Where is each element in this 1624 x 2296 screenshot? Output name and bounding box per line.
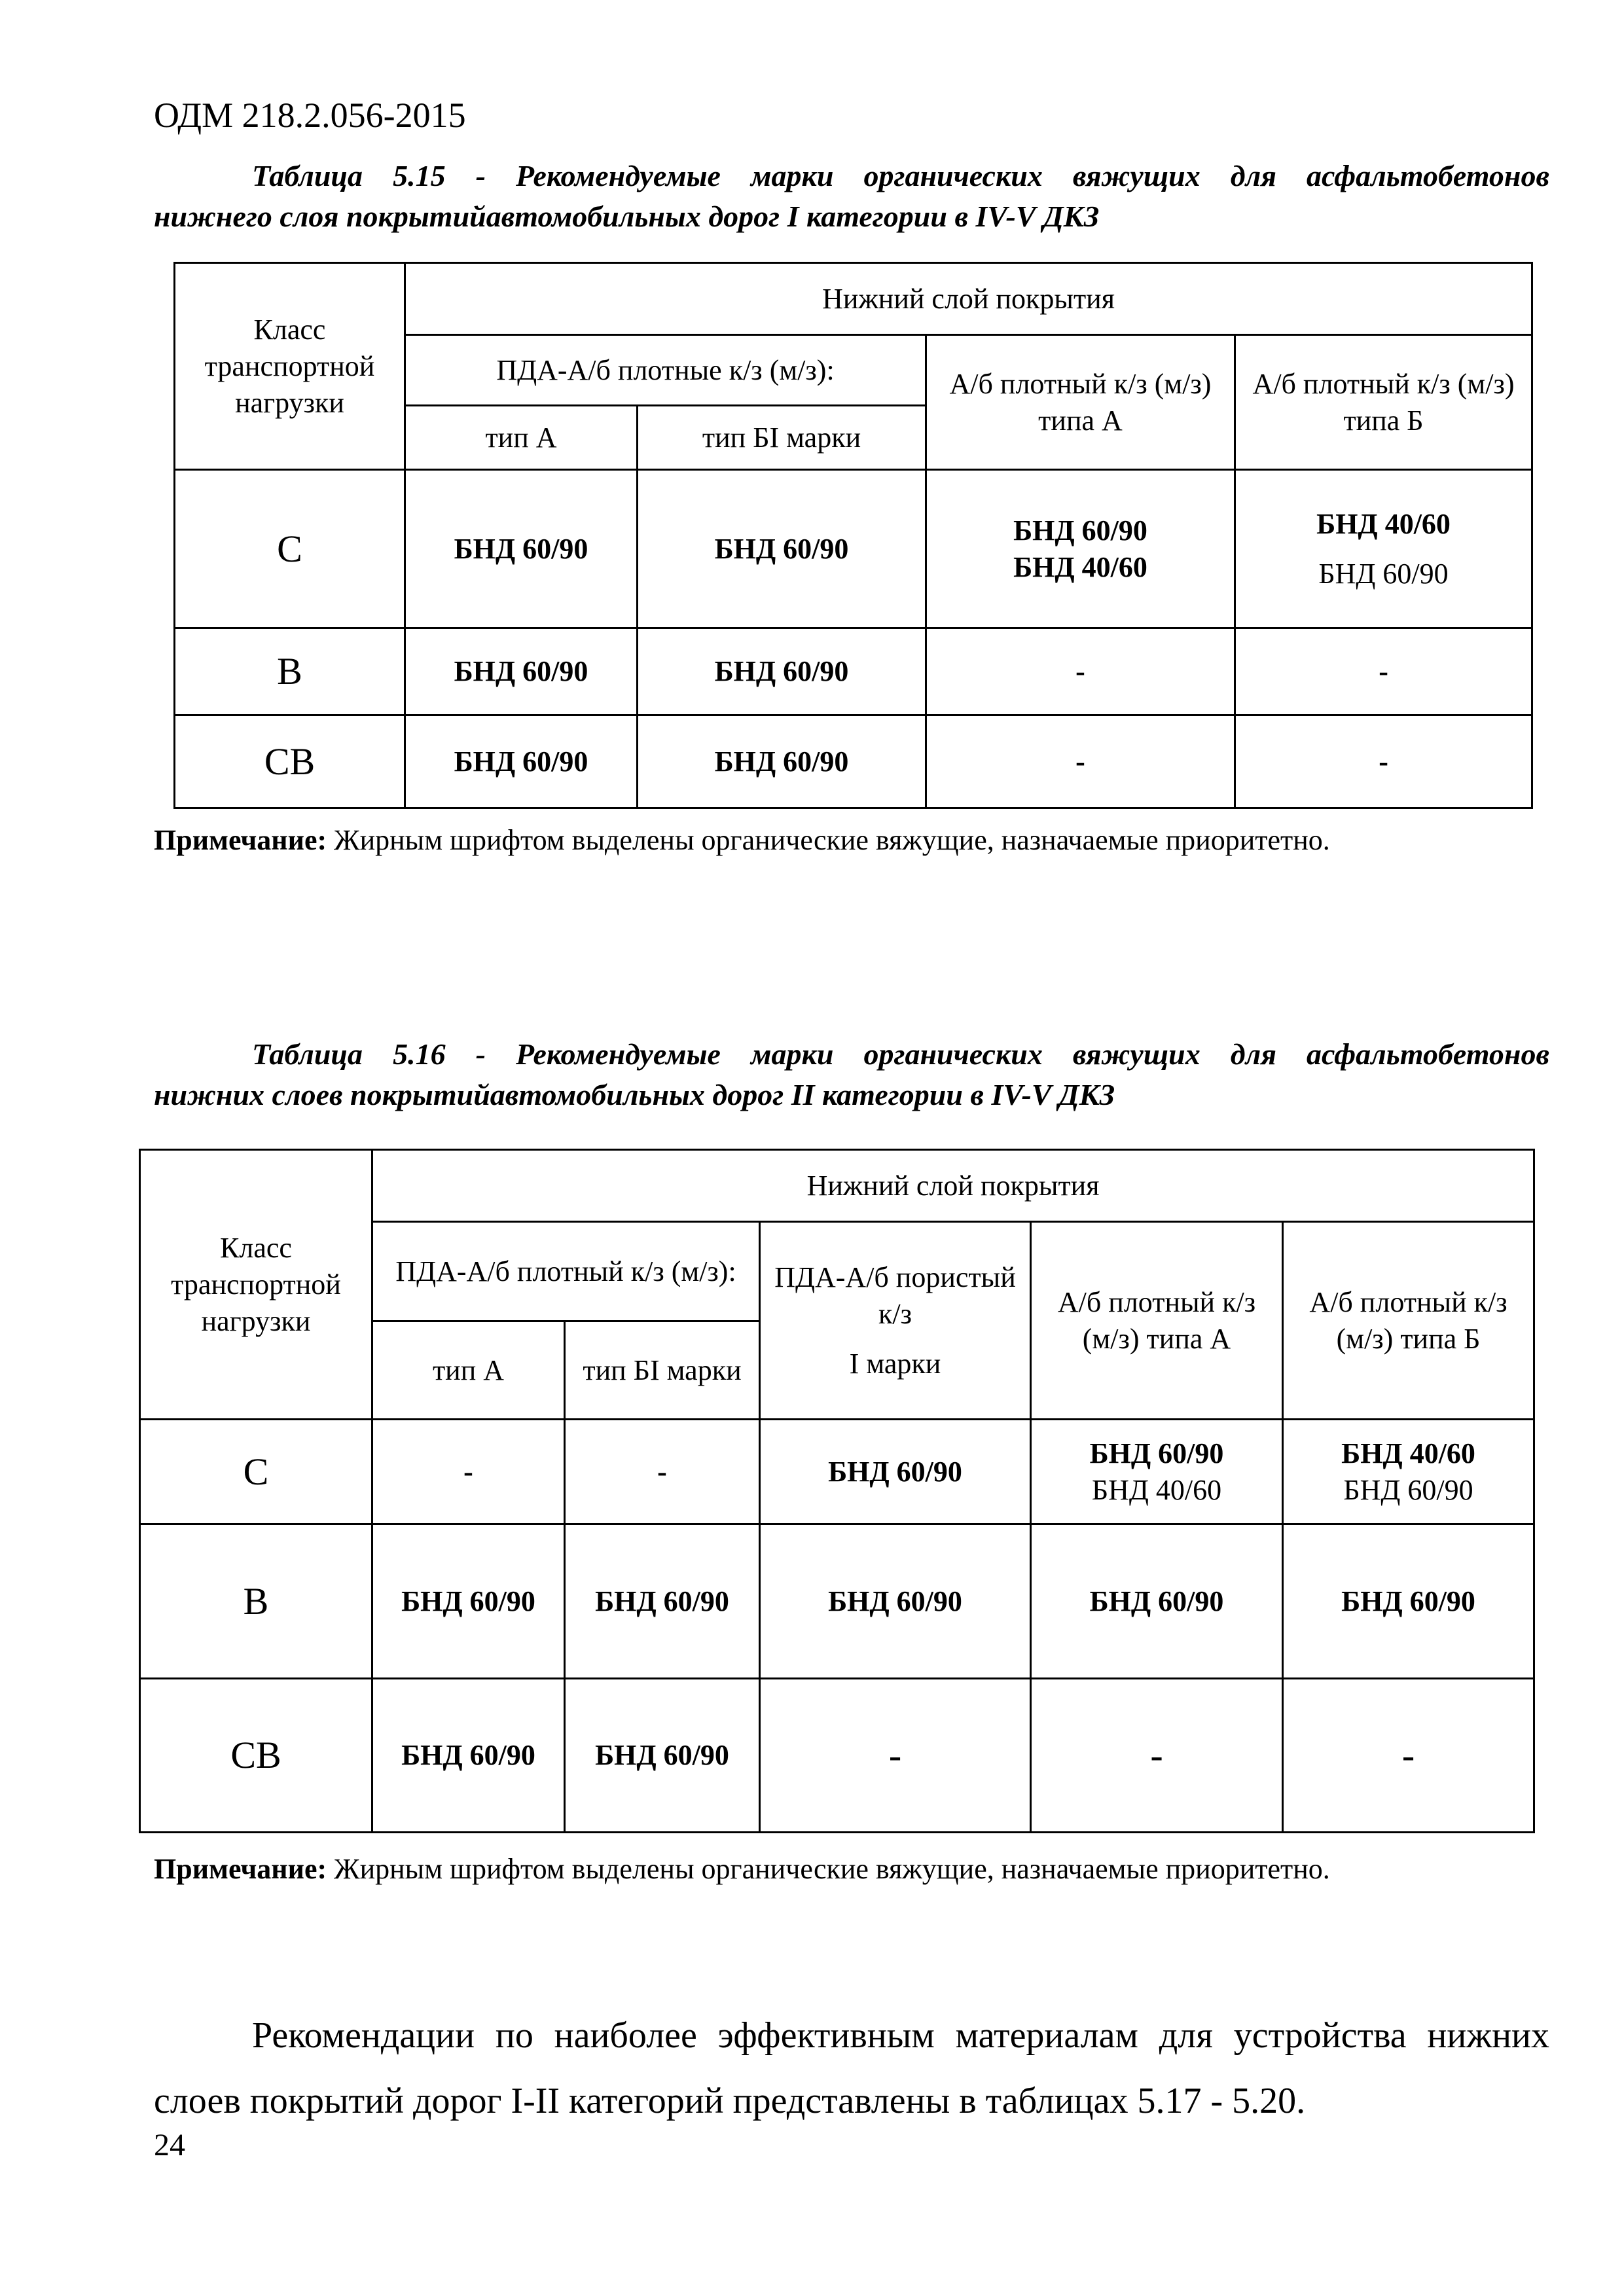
cell: -: [1031, 1679, 1283, 1833]
table1-caption: [154, 156, 1549, 237]
header-pda: ПДА-А/б плотный к/з (м/з):: [372, 1222, 760, 1321]
cell: -: [1283, 1679, 1534, 1833]
cell-value: БНД 60/90: [1318, 557, 1449, 590]
note-text: Жирным шрифтом выделены органические вяжущие, назначаемые приоритетно.: [334, 824, 1330, 856]
header-dense-a: А/б плотный к/з (м/з) типа А: [926, 335, 1235, 470]
row-class: СВ: [140, 1679, 372, 1833]
cell: БНД 60/90: [1283, 1524, 1534, 1679]
cell: БНД 60/90: [405, 470, 638, 628]
cell: БНД 60/90: [638, 715, 926, 808]
row-class: СВ: [175, 715, 405, 808]
cell: БНД 60/90: [760, 1524, 1031, 1679]
cell: -: [760, 1679, 1031, 1833]
cell-value: БНД 60/90: [1013, 514, 1147, 547]
table2-caption-line1: Таблица 5.16 - Рекомендуемые марки органических вяжущих для асфальтобетонов: [252, 1037, 1549, 1071]
header-type-b1: тип БI марки: [638, 406, 926, 470]
cell: [1031, 1420, 1283, 1524]
table-row: [175, 715, 1532, 808]
note-label: Примечание:: [154, 1853, 327, 1885]
cell: БНД 60/90: [405, 628, 638, 715]
cell-value: БНД 60/90: [1089, 1437, 1224, 1469]
table1-caption-line2: нижнего слоя покрытийавтомобильных дорог I категории в IV-V ДКЗ: [154, 200, 1100, 233]
cell-value: БНД 40/60: [1013, 550, 1147, 583]
cell: БНД 60/90: [760, 1420, 1031, 1524]
row-class: С: [140, 1420, 372, 1524]
cell: -: [926, 715, 1235, 808]
header-porous: [760, 1222, 1031, 1420]
cell-value: БНД 40/60: [1341, 1437, 1475, 1469]
header-class: Класс транспортной нагрузки: [175, 263, 405, 470]
cell: БНД 60/90: [638, 628, 926, 715]
table-row: [175, 628, 1532, 715]
header-group: Нижний слой покрытия: [405, 263, 1532, 335]
note-label: Примечание:: [154, 824, 327, 856]
header-dense-b: А/б плотный к/з (м/з) типа Б: [1283, 1222, 1534, 1420]
row-class: С: [175, 470, 405, 628]
cell: -: [926, 628, 1235, 715]
cell: БНД 60/90: [405, 715, 638, 808]
cell: БНД 60/90: [638, 470, 926, 628]
cell: БНД 60/90: [372, 1524, 565, 1679]
paragraph-line2: слоев покрытий дорог I-II категорий представлены в таблицах 5.17 - 5.20.: [154, 2081, 1306, 2121]
cell: -: [1235, 628, 1532, 715]
row-class: В: [175, 628, 405, 715]
header-dense-a: А/б плотный к/з (м/з) типа А: [1031, 1222, 1283, 1420]
header-porous-line1: ПДА-А/б пористый к/з: [774, 1261, 1016, 1330]
table-row: [140, 1679, 1534, 1833]
header-pda: ПДА-А/б плотные к/з (м/з):: [405, 335, 926, 406]
note-text: Жирным шрифтом выделены органические вяжущие, назначаемые приоритетно.: [334, 1853, 1330, 1885]
body-paragraph: [154, 2003, 1549, 2134]
cell-value: БНД 60/90: [1343, 1473, 1473, 1506]
cell: [1283, 1420, 1534, 1524]
table-row: [140, 1420, 1534, 1524]
row-class: В: [140, 1524, 372, 1679]
cell: БНД 60/90: [565, 1679, 760, 1833]
table2-note: [154, 1852, 1330, 1886]
cell: БНД 60/90: [372, 1679, 565, 1833]
header-type-a: тип А: [372, 1321, 565, 1420]
cell-value: БНД 40/60: [1091, 1473, 1222, 1506]
table-5-16: [139, 1149, 1535, 1833]
table-row: [175, 470, 1532, 628]
header-type-b1: тип БI марки: [565, 1321, 760, 1420]
cell-value: БНД 40/60: [1316, 507, 1451, 540]
header-porous-line2: I марки: [849, 1347, 941, 1380]
table2-caption-line2: нижних слоев покрытийавтомобильных дорог II категории в IV-V ДКЗ: [154, 1078, 1115, 1111]
cell: [926, 470, 1235, 628]
cell: -: [372, 1420, 565, 1524]
header-class: Класс транспортной нагрузки: [140, 1150, 372, 1420]
document-header: ОДМ 218.2.056-2015: [154, 96, 466, 135]
table1-note: [154, 823, 1330, 857]
table2-caption: [154, 1034, 1549, 1115]
table1-caption-line1: Таблица 5.15 - Рекомендуемые марки органических вяжущих для асфальтобетонов: [252, 159, 1549, 192]
header-type-a: тип А: [405, 406, 638, 470]
cell: -: [565, 1420, 760, 1524]
table-5-15: [173, 262, 1533, 809]
cell: БНД 60/90: [1031, 1524, 1283, 1679]
header-group: Нижний слой покрытия: [372, 1150, 1534, 1222]
table-row: [140, 1524, 1534, 1679]
header-dense-b: А/б плотный к/з (м/з) типа Б: [1235, 335, 1532, 470]
page-number: 24: [154, 2128, 185, 2162]
cell: -: [1235, 715, 1532, 808]
paragraph-line1: Рекомендации по наиболее эффективным материалам для устройства нижних: [252, 2015, 1549, 2056]
cell: БНД 60/90: [565, 1524, 760, 1679]
cell: [1235, 470, 1532, 628]
